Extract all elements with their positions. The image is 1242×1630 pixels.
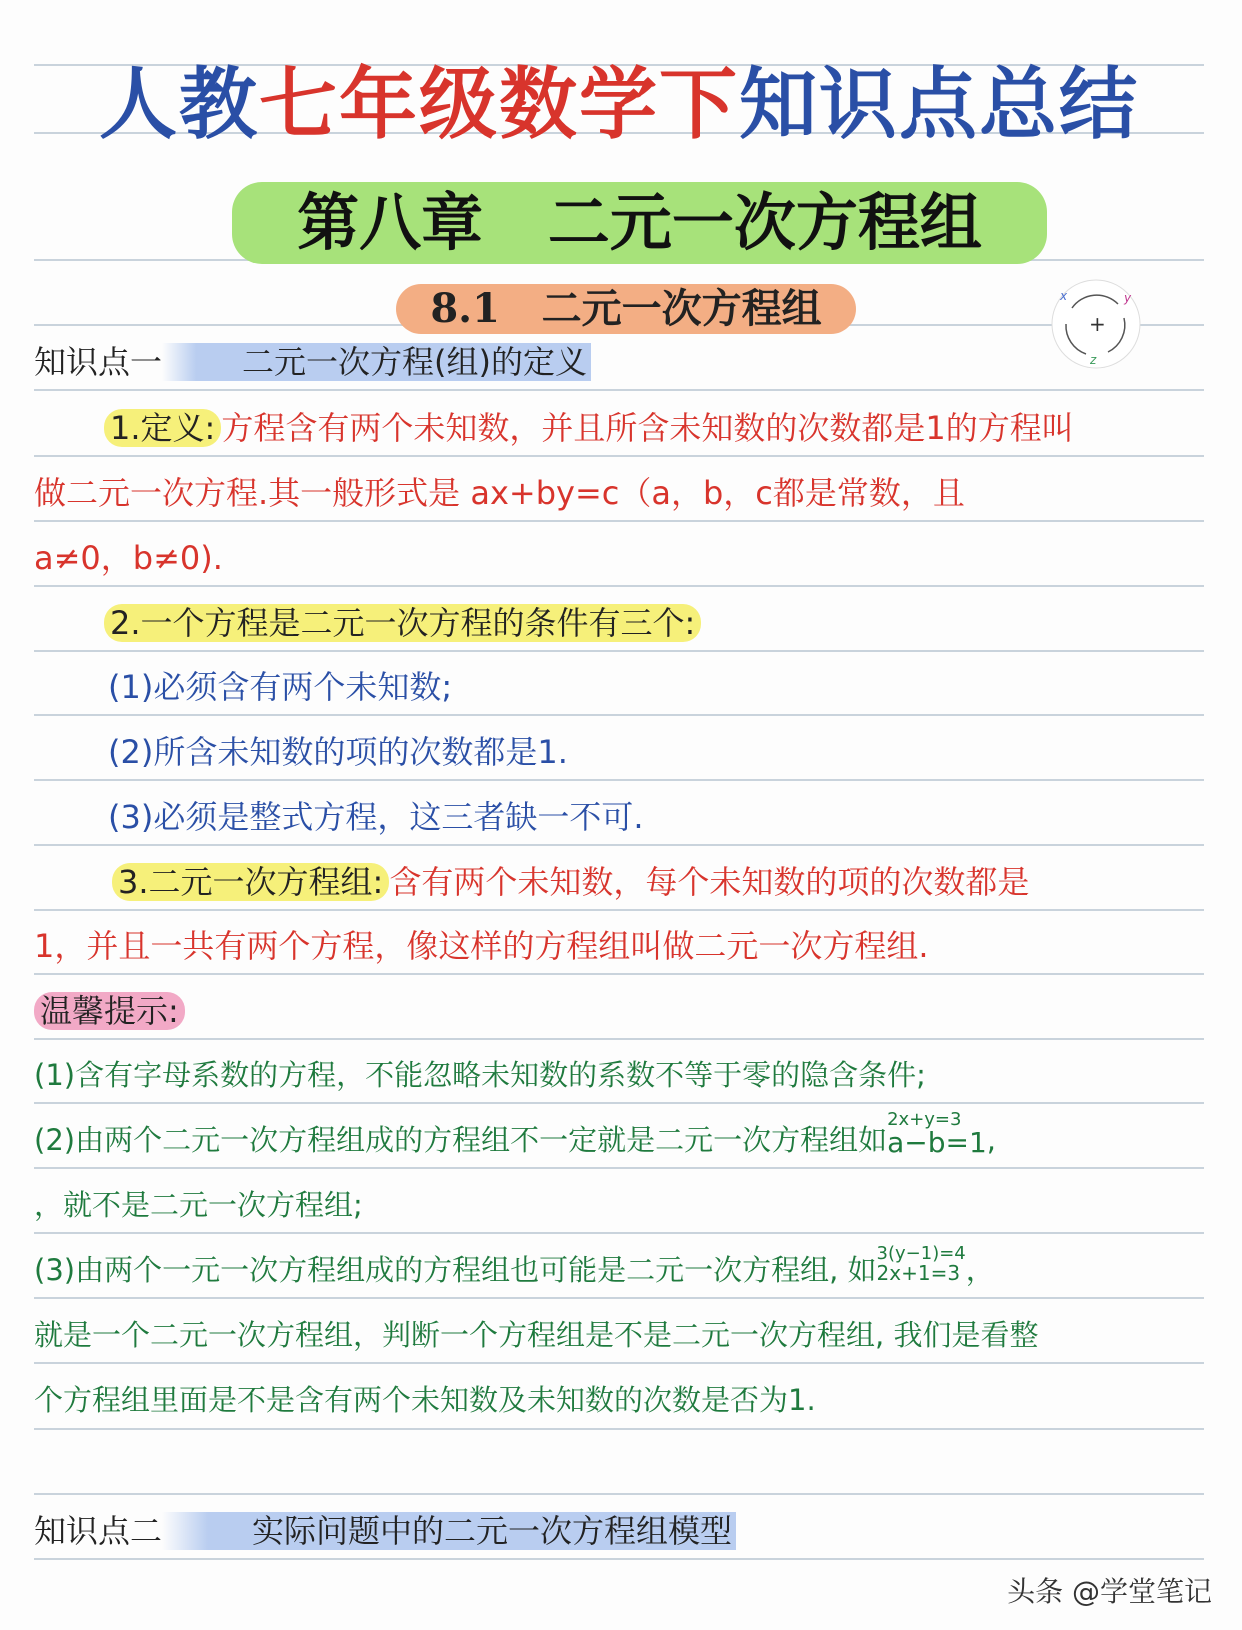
def-text: 含有两个未知数，每个未知数的项的次数都是 <box>389 863 1030 901</box>
definition-2 <box>104 596 701 650</box>
equation-system <box>877 1245 966 1283</box>
equation-system <box>887 1111 987 1157</box>
kp-title: 二元一次方程(组)的定义 <box>162 343 591 381</box>
axis-y-label: y <box>1124 291 1132 305</box>
tip-text: (1)含有字母系数的方程，不能忽略未知数的系数不等于零的隐含条件; <box>34 1058 926 1092</box>
tip-text: ，就不是二元一次方程组; <box>34 1188 363 1222</box>
definition-1 <box>104 401 1074 455</box>
ruled-line <box>34 1428 1204 1430</box>
ruled-line <box>34 455 1204 457</box>
def-text: 1，并且一共有两个方程，像这样的方程组叫做二元一次方程组. <box>34 927 929 965</box>
condition-item: (2)所含未知数的项的次数都是1. <box>108 733 568 771</box>
kp-label: 知识点一 <box>34 343 163 381</box>
chapter-heading: 第八章 二元一次方程组 <box>232 182 1047 264</box>
ruled-line <box>34 844 1204 846</box>
watermark: 头条 @学堂笔记 <box>1007 1575 1212 1608</box>
condition-item: (3)必须是整式方程，这三者缺一不可. <box>108 798 644 836</box>
ruled-line <box>34 909 1204 911</box>
tips-label: 温馨提示: <box>34 992 185 1030</box>
ruled-line <box>34 389 1204 391</box>
page-title <box>34 42 1204 154</box>
axis-center-label: + <box>1089 312 1106 336</box>
ruled-line <box>34 1558 1204 1560</box>
tip-2 <box>34 1109 996 1167</box>
condition-item: (1)必须含有两个未知数; <box>108 668 453 706</box>
ruled-line <box>34 714 1204 716</box>
ruled-line <box>34 1493 1204 1495</box>
ruled-line <box>34 585 1204 587</box>
kp-title: 实际问题中的二元一次方程组模型 <box>162 1512 736 1550</box>
punctuation: ， <box>965 1253 995 1287</box>
ruled-line <box>34 1232 1204 1234</box>
def-label: 2.一个方程是二元一次方程的条件有三个: <box>104 604 701 642</box>
ruled-line <box>34 1167 1204 1169</box>
equation: 3(y−1)=4 <box>876 1243 966 1264</box>
axis-z-label: z <box>1090 353 1097 367</box>
ruled-line <box>34 520 1204 522</box>
def-text: 方程含有两个未知数，并且所含未知数的次数都是1的方程叫 <box>221 409 1074 447</box>
ruled-line <box>34 1102 1204 1104</box>
punctuation: , <box>986 1123 996 1157</box>
title-part: 七年级数学下 <box>258 60 739 150</box>
tip-text: (3)由两个一元一次方程组成的方程组也可能是二元一次方程组, 如 <box>34 1253 877 1287</box>
tip-text: (2)由两个二元一次方程组成的方程组不一定就是二元一次方程组如 <box>34 1123 888 1157</box>
def-label: 3.二元一次方程组: <box>112 863 389 901</box>
axis-x-label: x <box>1060 289 1068 303</box>
def-label: 1.定义: <box>104 409 221 447</box>
section-heading: 8.1 二元一次方程组 <box>396 284 856 334</box>
definition-3 <box>112 855 1029 909</box>
knowledge-point-1 <box>34 335 591 389</box>
title-part: 人教 <box>98 60 259 150</box>
ruled-line <box>34 973 1204 975</box>
tips-heading <box>34 984 185 1038</box>
def-text: a≠0，b≠0). <box>34 539 223 577</box>
equation: 2x+y=3 <box>887 1109 962 1130</box>
tip-text: 就是一个二元一次方程组，判断一个方程组是不是二元一次方程组, 我们是看整 <box>34 1318 1039 1352</box>
ruled-line <box>34 650 1204 652</box>
knowledge-point-2 <box>34 1504 736 1558</box>
equation: 2x+1=3 <box>876 1261 961 1285</box>
axis-rotation-icon <box>1050 278 1142 370</box>
tip-text: 个方程组里面是不是含有两个未知数及未知数的次数是否为1. <box>34 1383 816 1417</box>
kp-label: 知识点二 <box>34 1512 163 1550</box>
def-text: 做二元一次方程.其一般形式是 ax+by=c（a，b，c都是常数，且 <box>34 474 965 512</box>
ruled-line <box>34 779 1204 781</box>
title-part: 知识点总结 <box>739 60 1140 150</box>
ruled-line <box>34 1297 1204 1299</box>
equation: a−b=1 <box>887 1126 987 1159</box>
ruled-line <box>34 1038 1204 1040</box>
ruled-line <box>34 1362 1204 1364</box>
tip-3 <box>34 1243 995 1297</box>
